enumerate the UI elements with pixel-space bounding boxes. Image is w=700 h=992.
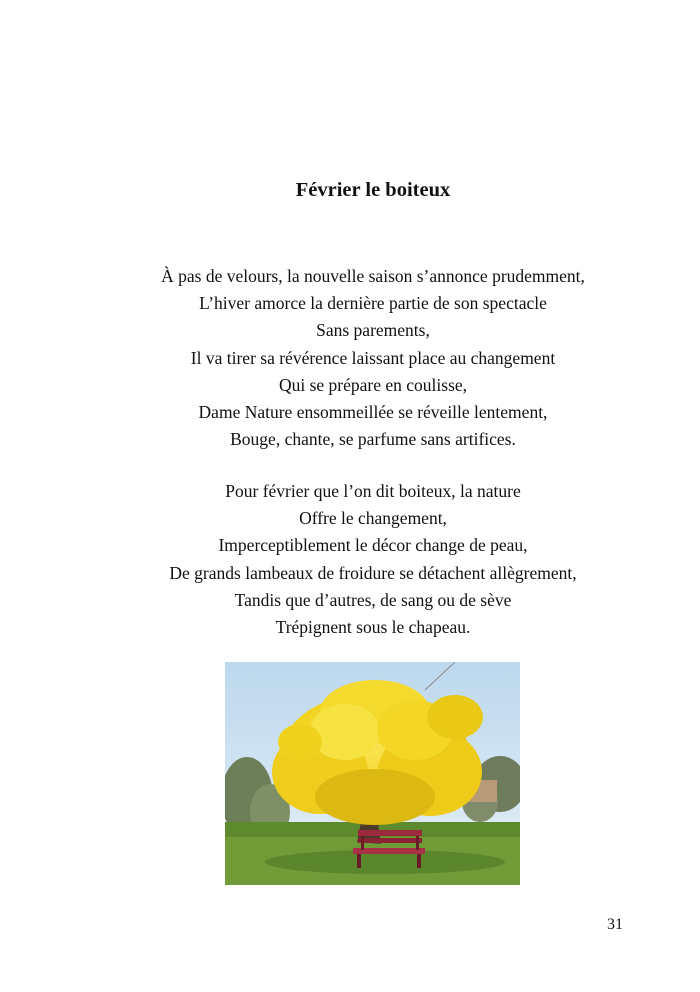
mimosa-tree-photo: [225, 662, 520, 885]
poem-stanza-2: [0, 478, 700, 641]
poem-line: Dame Nature ensommeillée se réveille lentement,: [198, 402, 548, 423]
poem-line: Sans parements,: [316, 320, 430, 341]
page-number: 31: [607, 916, 623, 933]
poem-line: À pas de velours, la nouvelle saison s’annonce prudemment,: [161, 266, 585, 286]
poem-line: Pour février que l’on dit boiteux, la nature: [225, 481, 521, 501]
poem-line: De grands lambeaux de froidure se détachent allègrement,: [169, 562, 577, 583]
poem-line: Trépignent sous le chapeau.: [275, 617, 471, 638]
poem-line: L’hiver amorce la dernière partie de son spectacle: [199, 293, 547, 314]
poem-line: Qui se prépare en coulisse,: [278, 374, 468, 395]
poem-line: Offre le changement,: [299, 508, 447, 529]
poem-line: Tandis que d’autres, de sang ou de sève: [234, 589, 512, 610]
poem-line: Imperceptiblement le décor change de peau,: [218, 535, 528, 556]
poem-line: Il va tirer sa révérence laissant place au changement: [190, 347, 556, 368]
poem-stanza-1: [0, 263, 700, 453]
poem-line: Bouge, chante, se parfume sans artifices.: [230, 429, 516, 450]
poem-title: Février le boiteux: [295, 179, 451, 201]
